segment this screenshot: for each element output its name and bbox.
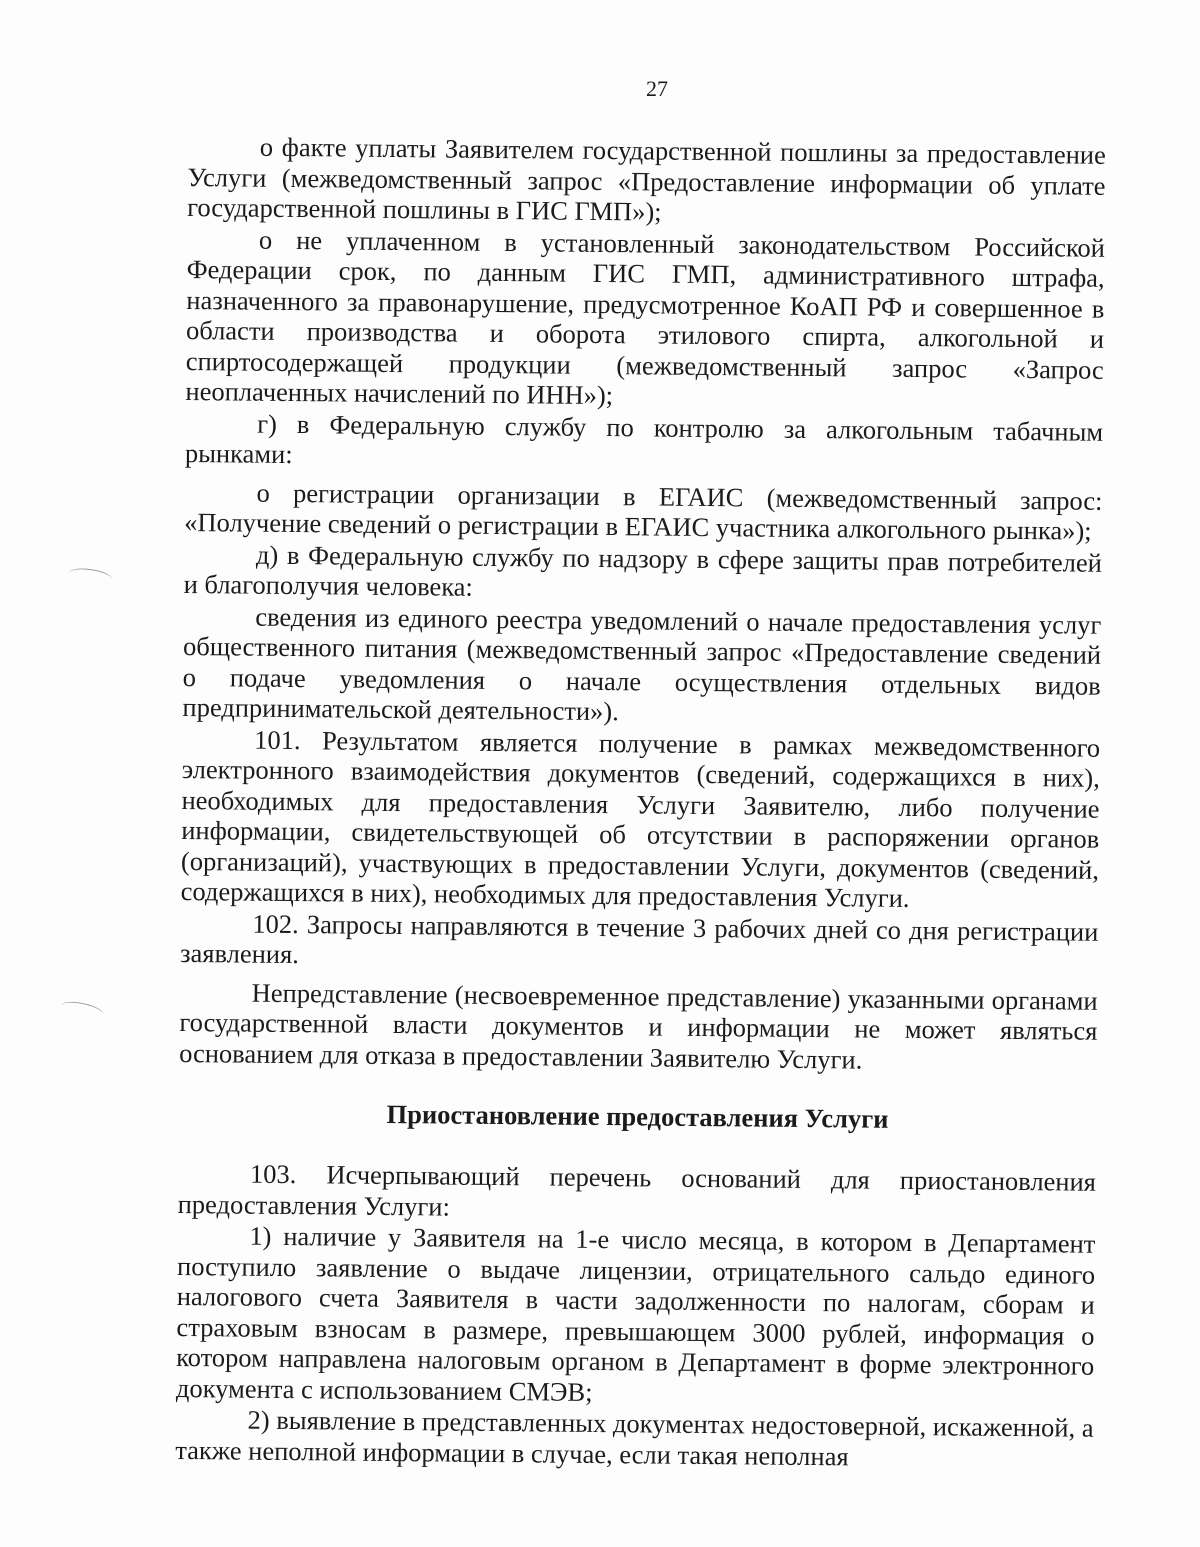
scan-artifact-mark: [59, 999, 105, 1023]
paragraph-103-item-2: 2) выявление в представленных документах недостоверной, искаженной, а также неполной информации в случае, если такая неполная: [175, 1404, 1094, 1471]
page-number: 27: [646, 76, 668, 101]
paragraph-unpaid-fine: о не уплаченном в установленный законодательством Российской Федерации срок, по данным ГИС ГМП, административного штрафа, назначенного за правонарушение, предусмотренное КоАП РФ и совершенное в области производства и оборота этилового спирта, алкогольной и спиртосодержащей продукции (межведомственный запрос «Запрос неоплаченных начислений по ИНН»);: [185, 224, 1106, 411]
section-heading: Приостановление предоставления Услуги: [386, 1098, 889, 1134]
paragraph-item-g: г) в Федеральную службу по контролю за алкогольным табачным рынками:: [184, 408, 1104, 470]
document-body: [175, 131, 1106, 1475]
paragraph-item-d: д) в Федеральную службу по надзору в сфере защиты прав потребителей и благополучия человека:: [183, 539, 1103, 602]
paragraph-egais-registration: о регистрации организации в ЕГАИС (межведомственный запрос: «Получение сведений о регистрации в ЕГАИС участника алкогольного рынка»);: [184, 477, 1103, 546]
paragraph-102: 102. Запросы направляются в течение 3 рабочих дней со дня регистрации заявления.: [179, 908, 1099, 970]
paragraph-gis-gmp-fee: о факте уплаты Заявителем государственной пошлины за предоставление Услуги (межведомственный запрос «Предоставление информации об уплате государственной пошлины в ГИС ГМП»);: [187, 131, 1106, 227]
paragraph-notification-registry: сведения из единого реестра уведомлений о начале предоставления услуг общественного питания (межведомственный запрос «Предоставление сведений о подаче уведомления о начале осуществления отдельных видов предпринимательской деятельности»).: [182, 601, 1102, 727]
paragraph-nonsubmission: Непредставление (несвоевременное представление) указанными органами государственной власти документов и информации не может являться основанием для отказа в предоставлении Заявителю Услуги.: [179, 977, 1098, 1075]
paragraph-103-item-1: 1) наличие у Заявителя на 1-е число месяца, в котором в Департамент поступило заявление о выдаче лицензии, отрицательного сальдо единого налогового счета Заявителя в части задолженности по налогам, сборам и страховым взносам в размере, превышающем 3000 рублей, информация о котором направлена налоговым органом в Департамент в форме электронного документа с использованием СМЭВ;: [175, 1220, 1096, 1407]
paragraph-101: 101. Результатом является получение в рамках межведомственного электронного взаимодействия документов (сведений, содержащихся в них), необходимых для предоставления Услуги Заявителю, либо получение информации, свидетельствующей об отсутствии в распоряжении органов (организаций), участвующих в предоставлении Услуги, документов (сведений, содержащихся в них), необходимых для предоставления Услуги.: [180, 724, 1101, 913]
paragraph-103: 103. Исчерпывающий перечень оснований для приостановления предоставления Услуги:: [177, 1158, 1097, 1222]
scan-artifact-mark: [67, 566, 113, 587]
